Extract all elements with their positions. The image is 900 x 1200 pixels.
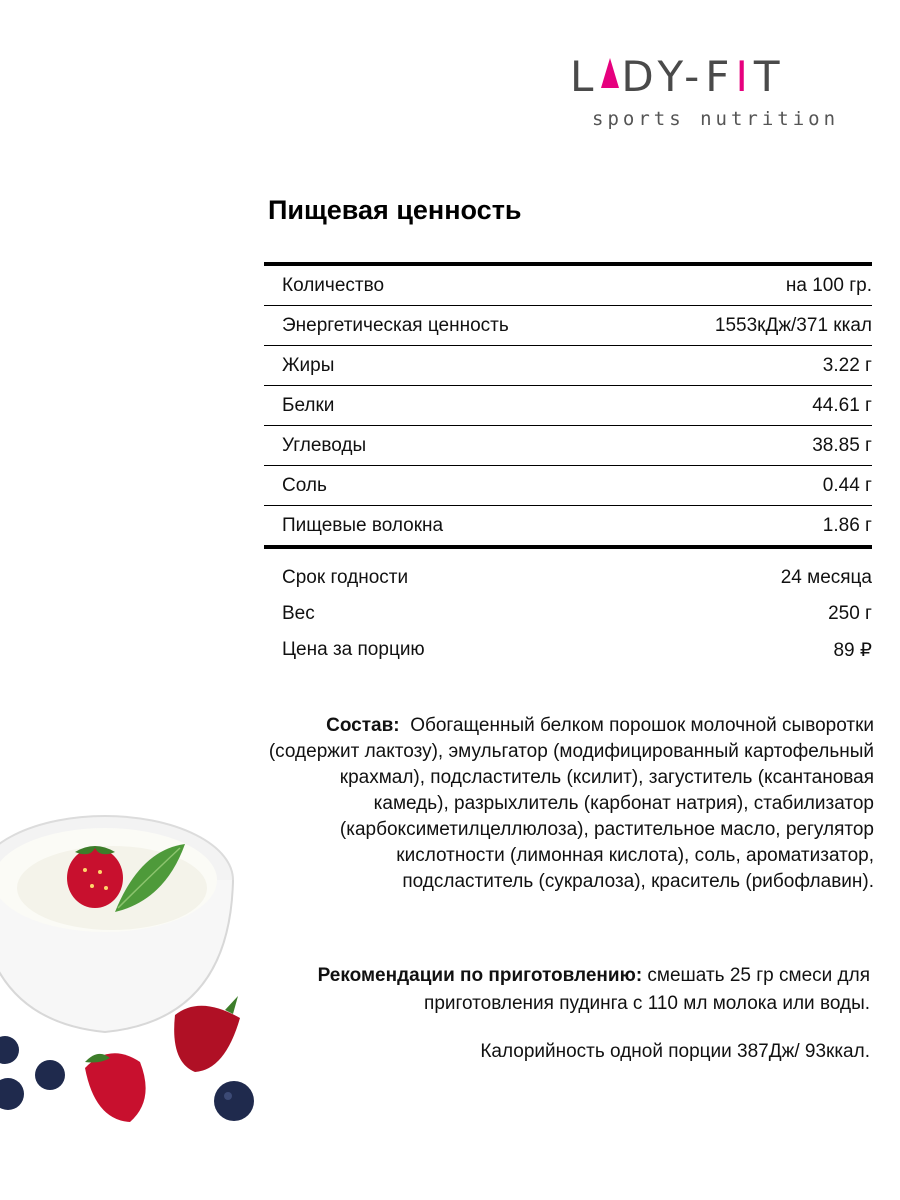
table-row [264, 466, 872, 506]
recommendation-body: смешать 25 гр смеси для приготовления пудинга с 110 мл молока или воды. [424, 965, 870, 1014]
detail-value: 250 г [828, 603, 872, 624]
pudding-photo [0, 800, 270, 1130]
row-value: 3.22 г [822, 354, 872, 376]
logo-triangle-icon [601, 58, 619, 88]
list-item [282, 596, 872, 632]
brand-name: L DY-FIT [570, 52, 786, 101]
list-item [282, 632, 872, 668]
blueberry-icon [35, 1060, 65, 1090]
nutrition-table [264, 262, 872, 549]
detail-label: Срок годности [282, 567, 409, 588]
row-label: Энергетическая ценность [282, 314, 509, 336]
row-value: 1553кДж/371 ккал [714, 314, 872, 336]
detail-label: Вес [282, 603, 315, 624]
row-value: 44.61 г [812, 394, 872, 416]
page-title: Пищевая ценность [268, 195, 522, 225]
composition-heading: Состав: [326, 715, 400, 736]
table-row [264, 346, 872, 386]
detail-value: 89 ₽ [833, 639, 872, 661]
row-value: 1.86 г [822, 514, 872, 536]
detail-value: 24 месяца [780, 567, 872, 588]
composition-body: Обогащенный белком порошок молочной сыворотки (содержит лактозу), эмульгатор (модифицированный картофельный крахмал), подсластитель (ксилит), загуститель (ксантановая камедь), разрыхлитель (карбонат натрия), стабилизатор (карбоксиметилцеллюлоза), растительное масло, регулятор кислотности (лимонная кислота), соль, ароматизатор, подсластитель (сукралоза), краситель (рибофлавин). [268, 715, 874, 892]
table-row [264, 306, 872, 346]
blueberry-icon [214, 1081, 254, 1121]
calories-note: Калорийность одной порции 387Дж/ 93ккал. [480, 1041, 870, 1062]
row-label: Количество [282, 274, 385, 296]
list-item [282, 560, 872, 596]
table-row [264, 506, 872, 545]
strawberry-icon [85, 1053, 146, 1122]
row-value: 38.85 г [812, 434, 872, 456]
brand-tagline: sports nutrition [592, 108, 840, 130]
blueberry-icon [0, 1078, 24, 1110]
table-row [264, 266, 872, 306]
row-label: Соль [282, 474, 327, 496]
table-row [264, 426, 872, 466]
row-label: Жиры [282, 354, 335, 376]
row-value: на 100 гр. [785, 274, 872, 296]
brand-logo [570, 52, 870, 130]
row-label: Пищевые волокна [282, 514, 444, 536]
blueberry-icon [0, 1036, 19, 1064]
recommendation-heading: Рекомендации по приготовлению: [317, 965, 643, 986]
preparation-recommendation [300, 962, 870, 1018]
table-row [264, 386, 872, 426]
strawberry-icon [67, 848, 123, 908]
product-details [282, 560, 872, 668]
detail-label: Цена за порцию [282, 639, 425, 660]
row-label: Белки [282, 394, 335, 416]
row-label: Углеводы [282, 434, 367, 456]
composition-text [262, 713, 874, 895]
row-value: 0.44 г [822, 474, 872, 496]
strawberry-icon [174, 1006, 240, 1072]
